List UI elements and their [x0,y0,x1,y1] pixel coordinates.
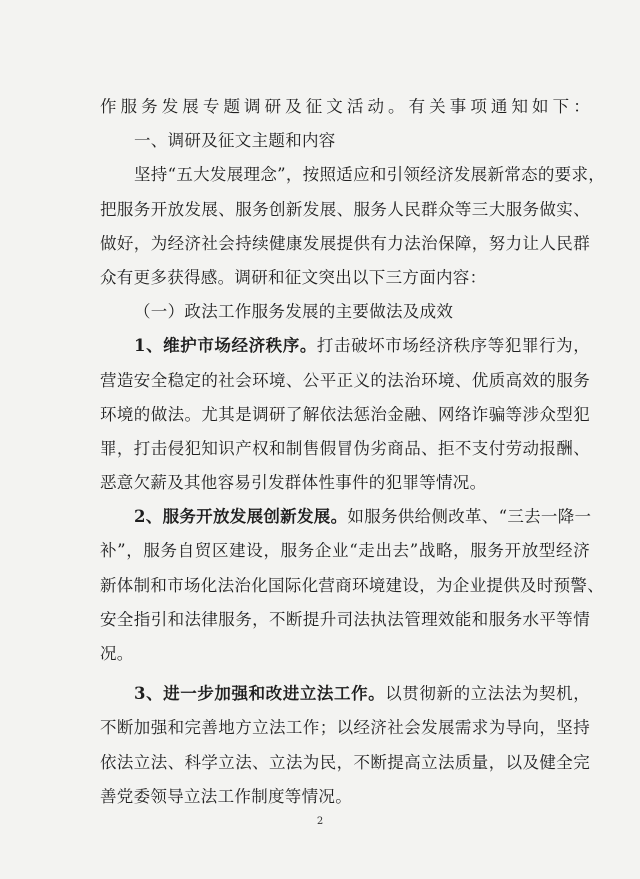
item-heading: 2、服务开放发展创新发展。 [134,507,348,527]
paragraph-line: 做好，为经济社会持续健康发展提供有力法治保障，努力让人民群 [100,233,590,253]
section-heading: 一、调研及征文主题和内容 [134,131,336,151]
paragraph-line: 罪，打击侵犯知识产权和制售假冒伪劣商品、拒不支付劳动报酬、 [100,438,590,458]
paragraph-line: 作服务发展专题调研及征文活动。有关事项通知如下： [100,97,590,116]
document-body [100,90,606,814]
item-heading: 1、维护市场经济秩序。 [134,336,317,356]
paragraph-line: 众有更多获得感。调研和征文突出以下三方面内容： [100,267,487,287]
item-heading: 3、进一步加强和改进立法工作。 [134,684,386,704]
paragraph-line: 新体制和市场化法治化国际化营商环境建设，为企业提供及时预警、 [100,575,604,595]
paragraph-line: 营造安全稳定的社会环境、公平正义的法治环境、优质高效的服务 [100,370,590,390]
paragraph-line [100,329,590,363]
paragraph-line [100,677,590,711]
paragraph-line: 恶意欠薪及其他容易引发群体性事件的犯罪等情况。 [100,473,487,493]
paragraph-line [100,500,590,534]
paragraph-line: 补”，服务自贸区建设，服务企业“走出去”战略，服务开放型经济 [100,541,590,561]
subsection-heading: （一）政法工作服务发展的主要做法及成效 [134,302,454,322]
paragraph-line: 不断加强和完善地方立法工作；以经济社会发展需求为导向，坚持 [100,718,590,738]
paragraph-line: 依法立法、科学立法、立法为民，不断提高立法质量，以及健全完 [100,752,590,772]
paragraph-line: 把服务开放发展、服务创新发展、服务人民群众等三大服务做实、 [100,199,590,219]
paragraph-line: 环境的做法。尤其是调研了解依法惩治金融、网络诈骗等涉众型犯 [100,404,590,424]
item-text: 如服务供给侧改革、“三去一降一 [347,507,592,527]
paragraph-line: 安全指引和法律服务，不断提升司法执法管理效能和服务水平等情 [100,609,590,629]
item-text: 打击破坏市场经济秩序等犯罪行为， [316,336,590,356]
paragraph-line: 坚持“五大发展理念”，按照适应和引领经济发展新常态的要求， [134,165,606,185]
item-text: 以贯彻新的立法法为契机， [385,684,590,704]
paragraph-line: 善党委领导立法工作制度等情况。 [100,786,352,806]
page-number: 2 [316,816,324,827]
paragraph-line: 况。 [100,644,134,663]
